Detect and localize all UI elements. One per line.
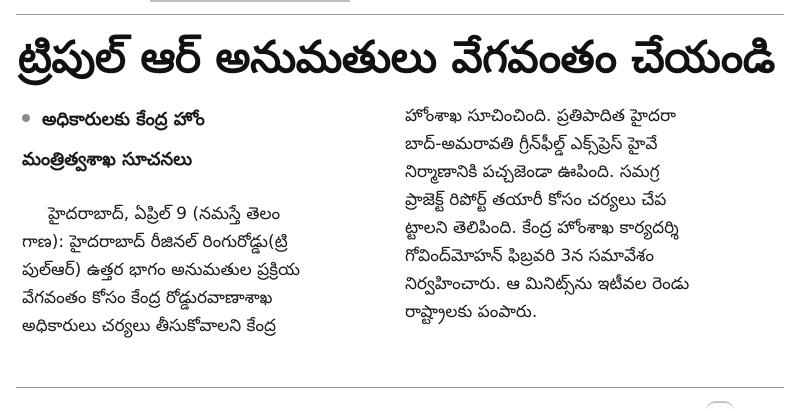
- previous-article-edge: [150, 0, 350, 6]
- subhead-line-2: మంత్రిత్వశాఖ సూచనలు: [22, 149, 193, 170]
- right-body: [405, 102, 783, 326]
- body-line: ప్రాజెక్ట్ రిపోర్ట్ తయారీ కోసం చర్యలు చేప: [405, 190, 667, 210]
- body-line: బాద్-అమరావతి గ్రీన్‌ఫీల్డ్ ఎక్స్‌ప్రెస్ హైవే: [405, 134, 658, 154]
- bottom-divider: [16, 387, 784, 388]
- body-line: అధికారులు చర్యలు తీసుకోవాలని కేంద్ర: [22, 316, 277, 336]
- body-line: హోంశాఖ సూచించింది. ప్రతిపాదిత హైదరా: [405, 106, 676, 126]
- body-line: నిర్వహించారు. ఆ మినిట్స్‌ను ఇటీవల రెండు: [405, 274, 690, 294]
- left-body: [22, 200, 392, 340]
- left-column: [22, 100, 392, 340]
- bullet-icon: [22, 114, 30, 122]
- next-article-edge: [706, 401, 734, 411]
- body-line: పుల్ఆర్) ఉత్తర భాగం అనుమతుల ప్రక్రియ: [22, 260, 300, 280]
- top-divider: [16, 14, 784, 15]
- headline: ట్రిపుల్ ఆర్ అనుమతులు వేగవంతం చేయండి: [18, 32, 775, 83]
- body-line: ట్టాలని తెలిపింది. కేంద్ర హోంశాఖ కార్యదర్శి: [405, 218, 679, 238]
- body-line: గోవింద్‌మోహన్ ఫిబ్రవరి 3న సమావేశం: [405, 246, 655, 266]
- body-line: రాష్ట్రాలకు పంపారు.: [405, 302, 538, 322]
- body-line: హైదరాబాద్, ఏప్రిల్ 9 (నమస్తే తెలం: [48, 204, 281, 224]
- subhead-text-1: అధికారులకు కేంద్ర హోం: [42, 109, 205, 130]
- body-line: నిర్మాణానికి పచ్చజెండా ఊపింది. సమగ్ర: [405, 162, 660, 182]
- right-column: [405, 100, 783, 326]
- body-line: వేగవంతం కోసం కేంద్ర రోడ్డురవాణాశాఖ: [22, 288, 273, 308]
- body-line: గాణ): హైదరాబాద్ రీజినల్ రింగురోడ్డు(ట్రి: [22, 232, 288, 252]
- subhead-line-1: [22, 100, 392, 140]
